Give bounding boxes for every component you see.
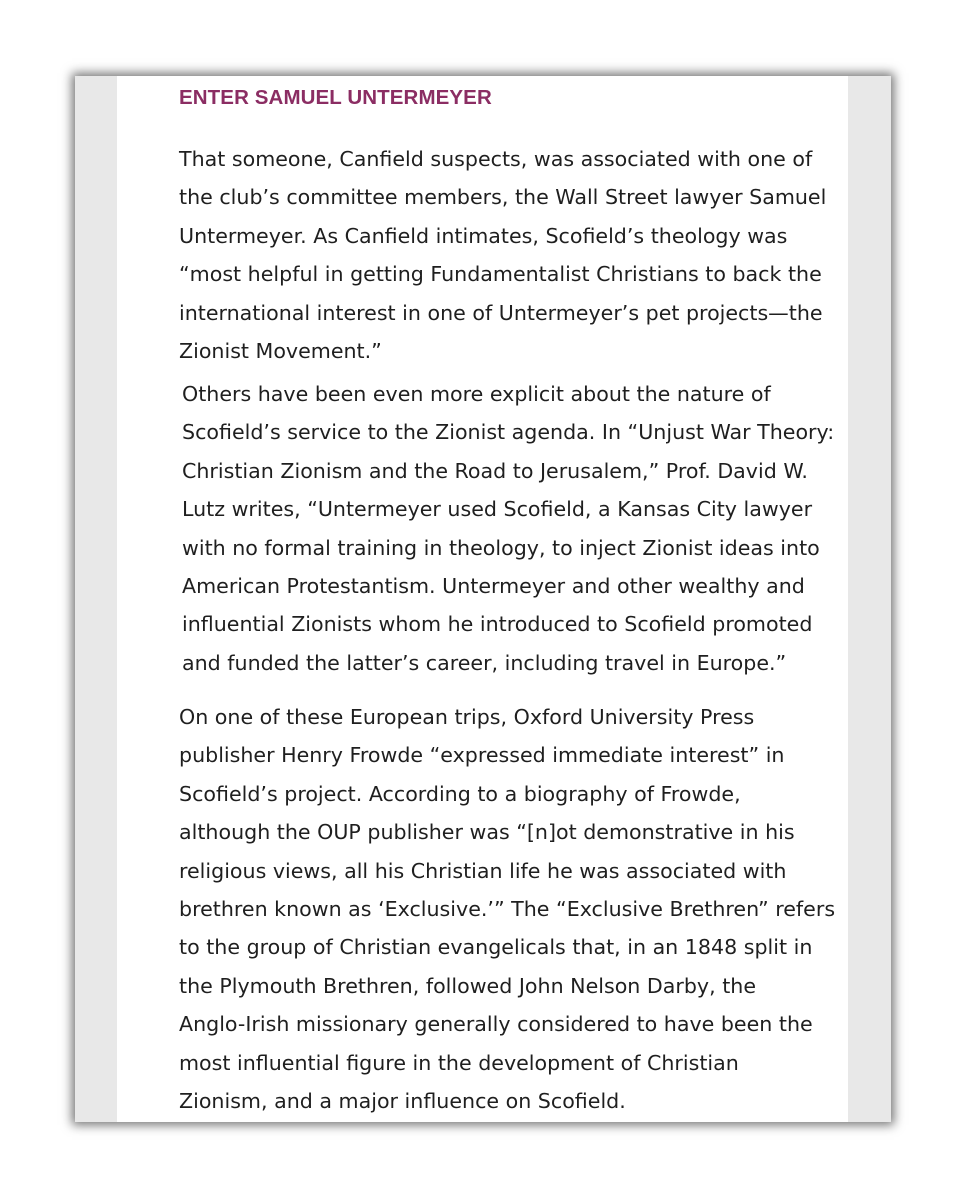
paragraph-line: Christian Zionism and the Road to Jerusalem,” Prof. David W. (182, 458, 808, 483)
document-frame (75, 76, 891, 1122)
paragraph-line: and funded the latter’s career, including travel in Europe.” (182, 650, 787, 675)
paragraph-line: publisher Henry Frowde “expressed immediate interest” in (179, 743, 785, 768)
paragraph-line: On one of these European trips, Oxford University Press (179, 705, 755, 729)
paragraph-line: “most helpful in getting Fundamentalist Christians to back the (179, 262, 822, 287)
paragraph-line: to the group of Christian evangelicals that, in an 1848 split in (179, 935, 813, 960)
paragraph-3 (179, 698, 835, 1120)
section-heading: ENTER SAMUEL UNTERMEYER (179, 86, 492, 109)
paragraph-line: the club’s committee members, the Wall Street lawyer Samuel (179, 185, 827, 210)
paragraph-line: American Protestantism. Untermeyer and other wealthy and (182, 574, 805, 599)
paragraph-line: most influential figure in the development of Christian (179, 1050, 739, 1075)
paragraph-line: brethren known as ‘Exclusive.’” The “Exclusive Brethren” refers (179, 897, 836, 922)
paragraph-line: Zionism, and a major influence on Scofield. (179, 1089, 626, 1114)
paragraph-line: with no formal training in theology, to inject Zionist ideas into (182, 535, 820, 560)
paragraph-line: Lutz writes, “Untermeyer used Scofield, a Kansas City lawyer (182, 497, 813, 522)
article-panel (117, 76, 848, 1122)
paragraph-line: the Plymouth Brethren, followed John Nelson Darby, the (179, 973, 756, 998)
paragraph-line: That someone, Canfield suspects, was associated with one of (179, 147, 813, 171)
paragraph-line: influential Zionists whom he introduced to Scofield promoted (182, 612, 813, 637)
paragraph-line: international interest in one of Untermeyer’s pet projects—the (179, 300, 823, 325)
paragraph-line: Anglo-Irish missionary generally considered to have been the (179, 1012, 813, 1037)
paragraph-1 (179, 140, 826, 370)
paragraph-line: Untermeyer. As Canfield intimates, Scofield’s theology was (179, 223, 788, 248)
paragraph-line: Zionist Movement.” (179, 339, 382, 364)
paragraph-line: religious views, all his Christian life he was associated with (179, 858, 787, 883)
paragraph-2 (182, 375, 834, 682)
paragraph-line: although the OUP publisher was “[n]ot demonstrative in his (179, 820, 795, 845)
paragraph-line: Scofield’s project. According to a biography of Frowde, (179, 781, 741, 806)
paragraph-line: Others have been even more explicit about the nature of (182, 382, 771, 406)
paragraph-line: Scofield’s service to the Zionist agenda. In “Unjust War Theory: (182, 420, 835, 445)
